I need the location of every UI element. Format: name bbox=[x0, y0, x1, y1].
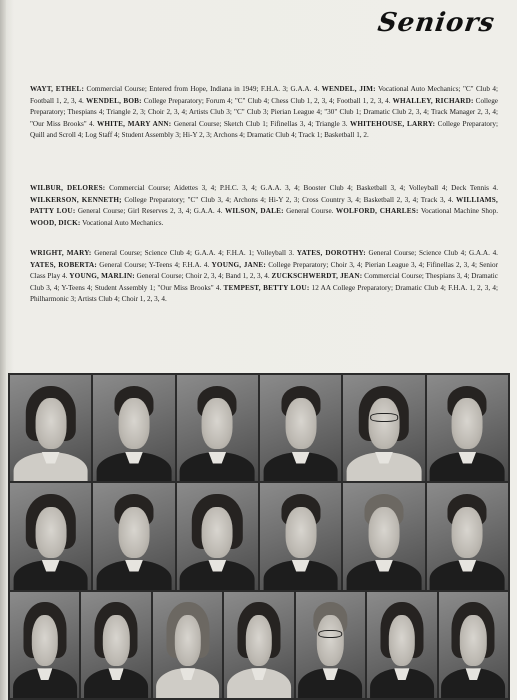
senior-activities: General Course; Science Club 4; G.A.A. 4; F.H.A. 1; Volleyball 3. bbox=[91, 249, 297, 257]
senior-name: WHITEHOUSE, LARRY: bbox=[350, 119, 436, 128]
senior-name: WAYT, ETHEL: bbox=[30, 85, 85, 93]
page-binding-edge bbox=[0, 0, 6, 700]
senior-portrait-photo bbox=[93, 375, 174, 481]
senior-name: WOLFORD, CHARLES: bbox=[335, 207, 419, 215]
senior-activities: 12 AA College Preparatory; Dramatic Club 4; F.H.A. 1, 2, 3, 4; Philharmonic 3; Artists Club 4; Choir 1, 2, 3, 4. bbox=[30, 283, 498, 303]
senior-portrait-grid bbox=[8, 373, 510, 700]
senior-activities: College Preparatory; "C" Club 3, 4; Archons 4; Hi-Y 2, 3; Cross Country 3, 4; Basketball 2, 3, 4; Track 3, 4. bbox=[121, 195, 457, 204]
senior-activities: Vocational Machine Shop. bbox=[418, 207, 498, 215]
senior-name: WENDEL, JIM: bbox=[321, 85, 376, 93]
senior-activities: College Preparatory; Choir 3, 4; Pierian League 3, 4; Fifinellas 2, 3, 4; Senior Class Play 4. bbox=[30, 260, 498, 280]
senior-portrait-photo bbox=[427, 375, 508, 481]
senior-portrait-photo bbox=[153, 592, 222, 698]
senior-name: WILKERSON, KENNETH; bbox=[30, 195, 122, 204]
senior-activities: General Course; Sketch Club 1; Fifinellas 3, 4; Triangle 3. bbox=[171, 119, 350, 128]
senior-activities: General Course; Y-Teens 4; F.H.A. 4. bbox=[97, 260, 212, 269]
page-title: Seniors bbox=[376, 8, 498, 38]
senior-name: YOUNG, MARLIN: bbox=[69, 272, 135, 280]
senior-portrait-photo bbox=[81, 592, 150, 698]
senior-activities: Vocational Auto Mechanics. bbox=[80, 218, 164, 227]
senior-activities: College Preparatory; Quill and Scroll 4; Log Staff 4; Student Assembly 3; Hi-Y 2, 3; Archons 4; Dramatic Club 4; Track 1; Basketball 1, 2. bbox=[30, 119, 498, 139]
senior-portrait-photo bbox=[367, 592, 436, 698]
senior-portrait-photo bbox=[260, 375, 341, 481]
senior-name: WILLIAMS, PATTY LOU: bbox=[30, 195, 498, 215]
senior-name: ZUCKSCHWERDT, JEAN: bbox=[271, 272, 363, 280]
eyeglasses bbox=[319, 630, 343, 639]
senior-portrait-photo bbox=[177, 375, 258, 481]
senior-name: WHALLEY, RICHARD: bbox=[392, 96, 474, 105]
senior-portrait-photo bbox=[10, 375, 91, 481]
senior-activities: Commercial Course; Thespians 3, 4; Dramatic Club 3, 4; Y-Teens 4; Student Assembly 1; "Our Miss Brooks" 4. bbox=[30, 272, 498, 292]
senior-activities: College Preparatory; Forum 4; "C" Club 4; Chess Club 1, 2, 3, 4; Football 1, 2, 3, 4. bbox=[141, 96, 393, 105]
senior-bio-paragraph bbox=[30, 84, 498, 142]
senior-portrait-photo bbox=[10, 483, 91, 589]
senior-portrait-photo bbox=[10, 592, 79, 698]
senior-activities: General Course. bbox=[283, 207, 336, 215]
senior-portrait-photo bbox=[427, 483, 508, 589]
senior-portrait-photo bbox=[296, 592, 365, 698]
senior-activities: General Course; Choir 2, 3, 4; Band 1, 2, 3, 4. bbox=[134, 272, 272, 280]
senior-name: YATES, DOROTHY: bbox=[296, 249, 366, 257]
senior-name: WILBUR, DELORES: bbox=[30, 184, 106, 192]
senior-name: WILSON, DALE: bbox=[224, 207, 284, 215]
senior-portrait-photo bbox=[343, 483, 424, 589]
senior-portrait-photo bbox=[439, 592, 508, 698]
senior-name: YATES, ROBERTA: bbox=[30, 260, 98, 269]
senior-activities: Commercial Course; Aidettes 3, 4; P.H.C. 3, 4; G.A.A. 3, 4; Booster Club 4; Basketball 3, 4; Volleyball 4; Deck Tennis 4. bbox=[105, 184, 498, 192]
senior-activities: General Course; Science Club 4; G.A.A. 4. bbox=[365, 249, 498, 257]
senior-bio-paragraph bbox=[30, 183, 498, 229]
senior-activities: Commercial Course; Entered from Hope, Indiana in 1949; F.H.A. 3; G.A.A. 4. bbox=[84, 85, 322, 93]
senior-portrait-photo bbox=[177, 483, 258, 589]
senior-activities: Vocational Auto Mechanics; "C" Club 4; Football 1, 2, 3, 4. bbox=[30, 85, 498, 105]
senior-portrait-photo bbox=[93, 483, 174, 589]
senior-name: WHITE, MARY ANN: bbox=[96, 119, 172, 128]
senior-portrait-photo bbox=[260, 483, 341, 589]
senior-activities: College Preparatory; Thespians 4; Triangle 2, 3; Choir 2, 3, 4; Artists Club 3; "C" Club 3; Pierian League 4; "30" Club 1; Dramatic Club 2, 3, 4; Track Manager 2, 3, 4; "Our Miss Brooks" 4. bbox=[30, 96, 499, 128]
eyeglasses bbox=[370, 413, 398, 422]
senior-portrait-photo bbox=[224, 592, 293, 698]
senior-portrait-photo bbox=[343, 375, 424, 481]
senior-name: YOUNG, JANE: bbox=[211, 260, 266, 269]
senior-name: WRIGHT, MARY: bbox=[30, 249, 92, 257]
senior-activities: General Course; Girl Reserves 2, 3, 4; G.A.A. 4. bbox=[75, 207, 225, 215]
senior-name: TEMPEST, BETTY LOU: bbox=[223, 283, 310, 292]
senior-bio-paragraph bbox=[30, 248, 498, 306]
senior-name: WOOD, DICK: bbox=[30, 218, 81, 227]
senior-name: WENDEL, BOB: bbox=[85, 96, 142, 105]
